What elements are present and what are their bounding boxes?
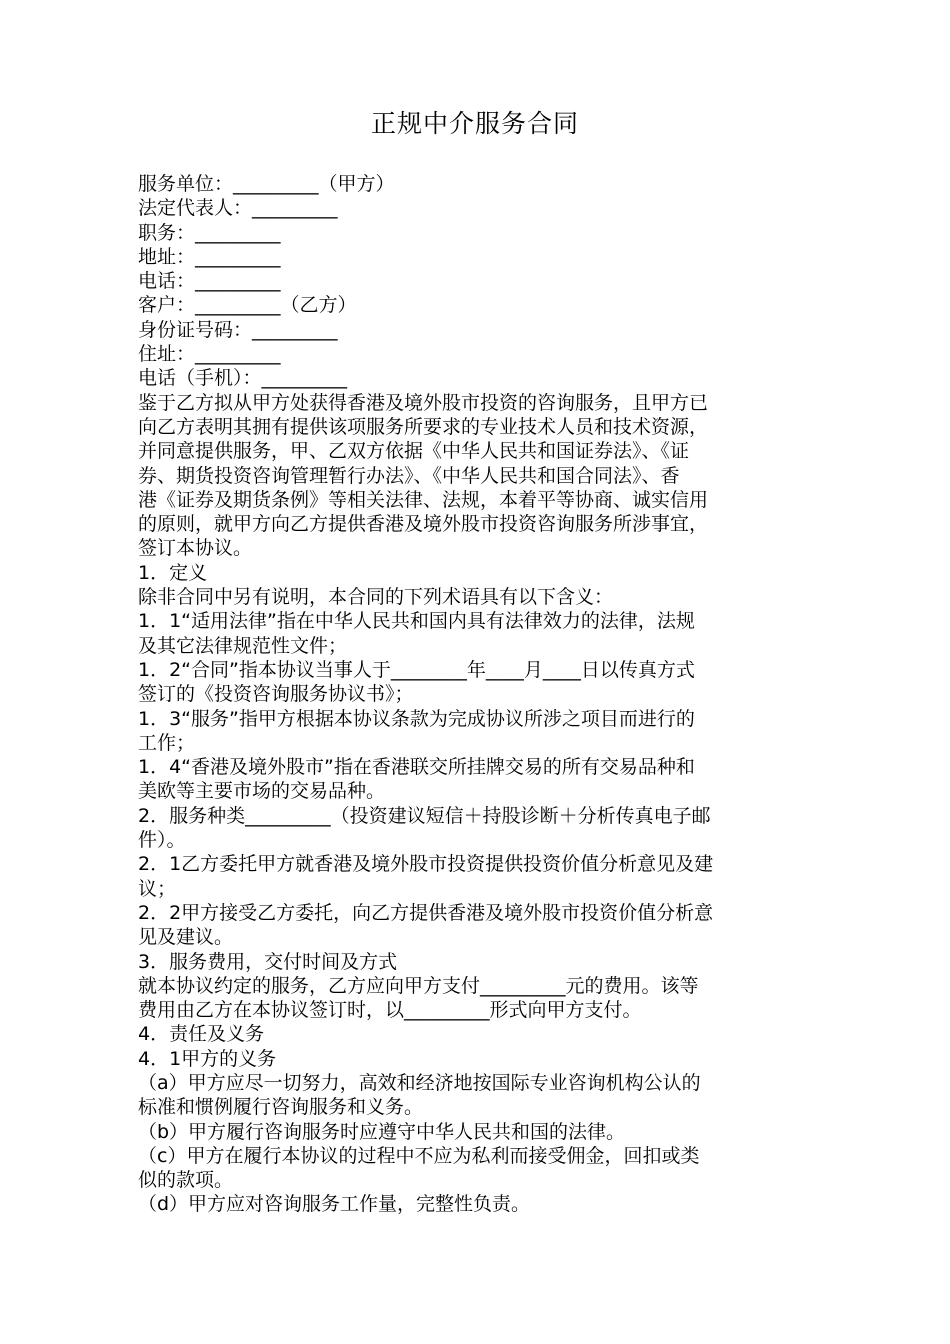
text-line: 4．责任及义务	[138, 1023, 265, 1046]
text-line: 1．4“香港及境外股市”指在香港联交所挂牌交易的所有交易品种和	[138, 756, 695, 779]
text-line: 签订的《投资咨询服务协议书》；	[138, 683, 414, 706]
text-line: 鉴于乙方拟从甲方处获得香港及境外股市投资的咨询服务，且甲方已	[138, 391, 709, 414]
text-line: 住址：_________	[138, 343, 281, 366]
text-line: 费用由乙方在本协议签订时，以_________形式向甲方支付。	[138, 999, 642, 1022]
text-line: 工作；	[138, 731, 196, 754]
text-line: 职务：_________	[138, 221, 281, 244]
text-line: 3．服务费用，交付时间及方式	[138, 950, 398, 973]
text-line: 4．1甲方的义务	[138, 1047, 277, 1070]
text-line: （b）甲方履行咨询服务时应遵守中华人民共和国的法律。	[138, 1120, 626, 1143]
text-line: 2．服务种类_________（投资建议短信＋持股诊断＋分析传真电子邮	[138, 804, 711, 827]
text-line: 议；	[138, 877, 177, 900]
text-line: 电话（手机）：_________	[138, 367, 348, 390]
text-line: 2．2甲方接受乙方委托，向乙方提供香港及境外股市投资价值分析意	[138, 901, 714, 924]
text-line: 地址：_________	[138, 245, 281, 268]
text-line: 标准和惯例履行咨询服务和义务。	[138, 1096, 424, 1119]
text-line: 客户：_________（乙方）	[138, 294, 357, 317]
text-line: 1．3“服务”指甲方根据本协议条款为完成协议所涉之项目而进行的	[138, 707, 695, 730]
text-line: 服务单位：_________（甲方）	[138, 173, 395, 195]
text-line: 2．1乙方委托甲方就香港及境外股市投资提供投资价值分析意见及建	[138, 853, 714, 876]
text-line: （a）甲方应尽一切努力，高效和经济地按国际专业咨询机构公认的	[138, 1071, 701, 1094]
text-line: 的原则，就甲方向乙方提供香港及境外股市投资咨询服务所涉事宜，	[138, 513, 709, 536]
text-line: 身份证号码：_________	[138, 318, 338, 341]
text-line: 电话：_________	[138, 270, 281, 293]
document-title: 正规中介服务合同	[370, 109, 579, 138]
document-body	[138, 172, 824, 1217]
text-line: 并同意提供服务，甲、乙双方依据《中华人民共和国证券法》、《证	[138, 440, 690, 463]
text-line: 及其它法律规范性文件；	[138, 634, 348, 657]
text-line: （d）甲方应对咨询服务工作量，完整性负责。	[138, 1193, 531, 1216]
text-line: 1．1“适用法律”指在中华人民共和国内具有法律效力的法律，法规	[138, 610, 695, 633]
text-line: 港《证券及期货条例》等相关法律、法规，本着平等协商、诚实信用	[138, 488, 709, 511]
text-line: 法定代表人：_________	[138, 197, 338, 220]
text-line: 券、期货投资咨询管理暂行办法》、《中华人民共和国合同法》、香	[138, 464, 680, 487]
text-line: 签订本协议。	[138, 537, 253, 560]
text-line: 似的款项。	[138, 1169, 234, 1192]
text-line: （c）甲方在履行本协议的过程中不应为私利而接受佣金，回扣或类	[138, 1144, 700, 1167]
text-line: 件）。	[138, 829, 186, 852]
text-line: 向乙方表明其拥有提供该项服务所要求的专业技术人员和技术资源，	[138, 415, 709, 438]
text-line: 美欧等主要市场的交易品种。	[138, 780, 386, 803]
text-line: 1．定义	[138, 561, 208, 584]
text-line: 除非合同中另有说明，本合同的下列术语具有以下含义：	[138, 586, 614, 609]
text-line: 1．2“合同”指本协议当事人于________年____月____日以传真方式	[138, 658, 695, 681]
text-line: 就本协议约定的服务，乙方应向甲方支付_________元的费用。该等	[138, 974, 699, 997]
text-line: 见及建议。	[138, 926, 234, 949]
